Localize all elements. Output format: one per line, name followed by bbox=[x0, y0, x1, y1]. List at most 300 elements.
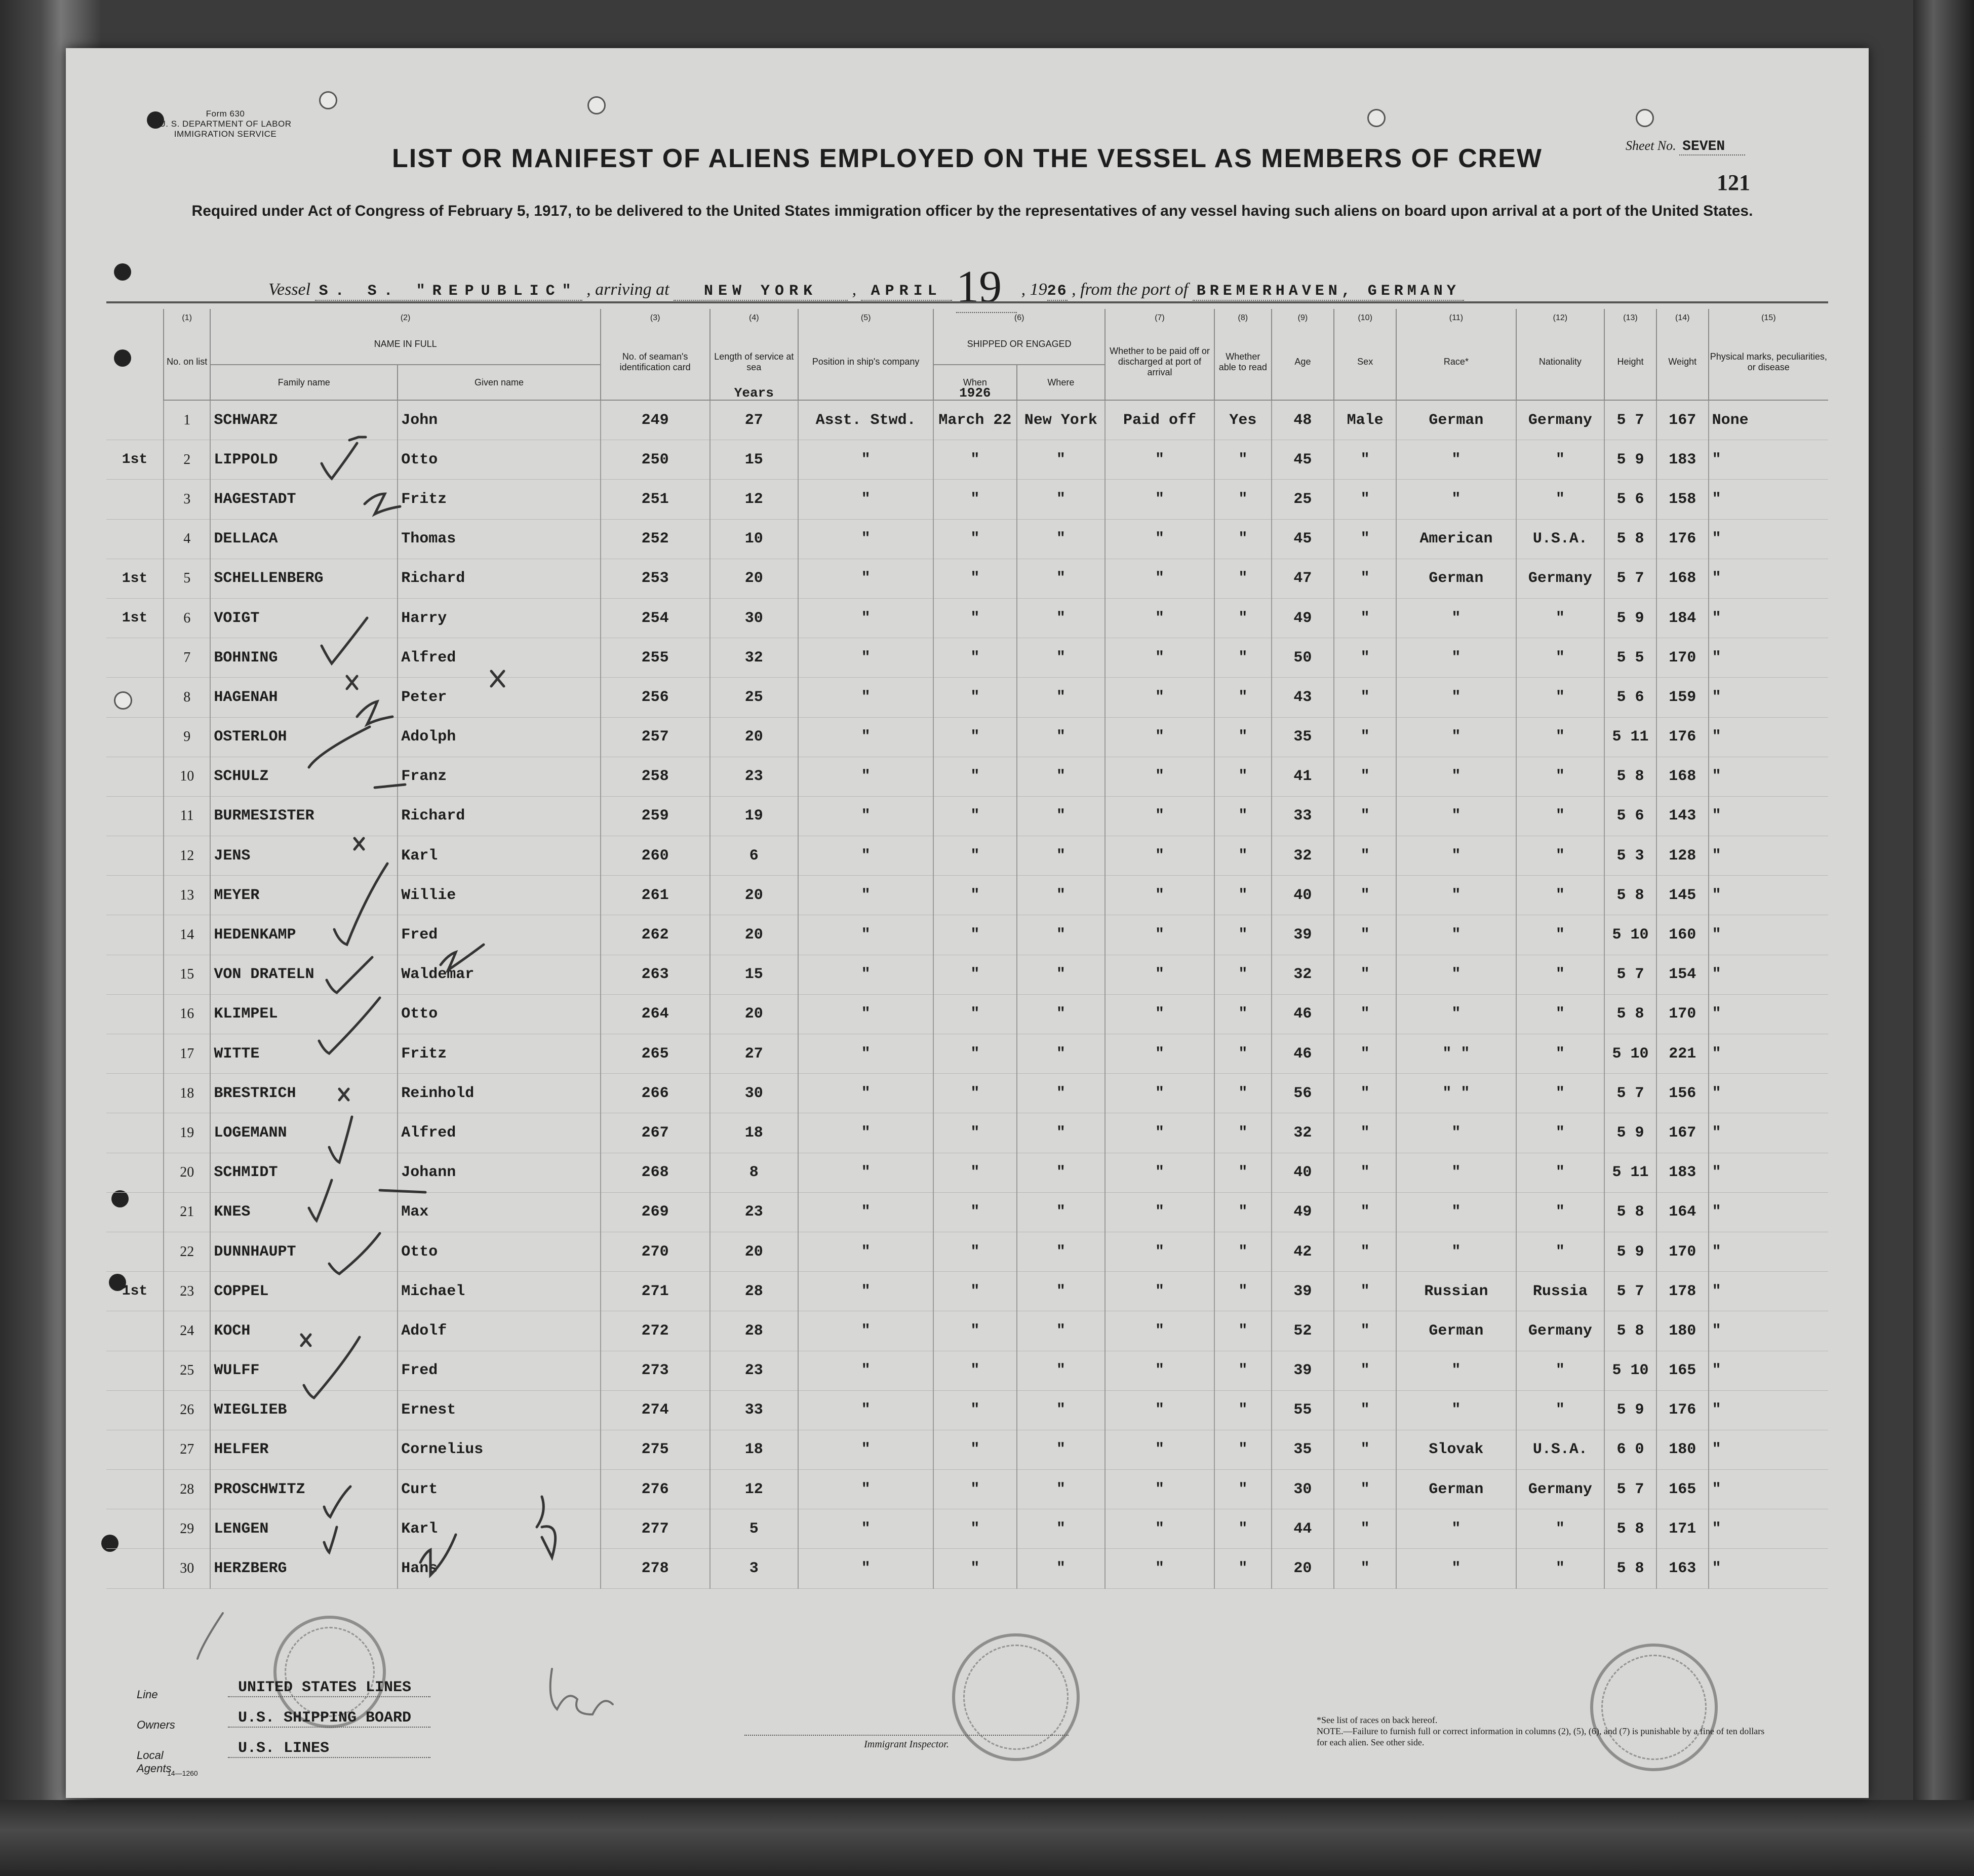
service-years-cell: 12 bbox=[710, 480, 799, 519]
col-number-12: (12) bbox=[1516, 309, 1605, 324]
race-cell: " bbox=[1396, 480, 1516, 519]
height-cell: 5 5 bbox=[1604, 638, 1656, 678]
row-number-cell: 2 bbox=[164, 440, 210, 480]
sex-cell: " bbox=[1334, 955, 1396, 994]
card-number-cell: 266 bbox=[601, 1074, 710, 1113]
height-cell: 5 9 bbox=[1604, 1113, 1656, 1153]
shipped-where-cell: " bbox=[1017, 1351, 1106, 1390]
given-name-cell: Otto bbox=[398, 1232, 601, 1271]
card-number-cell: 262 bbox=[601, 915, 710, 955]
given-name-cell: Fritz bbox=[398, 1034, 601, 1074]
nationality-cell: U.S.A. bbox=[1516, 1430, 1605, 1469]
height-cell: 5 11 bbox=[1604, 1153, 1656, 1192]
service-years-cell: 27 bbox=[710, 1034, 799, 1074]
card-number-cell: 258 bbox=[601, 757, 710, 796]
race-cell: German bbox=[1396, 1311, 1516, 1351]
age-cell: 42 bbox=[1272, 1232, 1334, 1271]
race-cell: " bbox=[1396, 796, 1516, 836]
row-number-cell: 19 bbox=[164, 1113, 210, 1153]
row-number-cell: 4 bbox=[164, 519, 210, 559]
physical-marks-cell: " bbox=[1709, 876, 1828, 915]
cross-mark-icon bbox=[491, 671, 504, 686]
race-note: *See list of races on back hereof. bbox=[1317, 1715, 1438, 1725]
race-cell: " bbox=[1396, 678, 1516, 717]
paid-off-cell: " bbox=[1105, 1470, 1214, 1509]
able-to-read-cell: " bbox=[1214, 1153, 1272, 1192]
shipped-where-cell: " bbox=[1017, 1430, 1106, 1469]
position-cell: " bbox=[798, 1509, 933, 1549]
age-cell: 45 bbox=[1272, 440, 1334, 480]
row-number-cell: 5 bbox=[164, 559, 210, 598]
nationality-cell: " bbox=[1516, 1113, 1605, 1153]
nationality-cell: Germany bbox=[1516, 1311, 1605, 1351]
shipped-when-cell: " bbox=[933, 1390, 1016, 1430]
arrival-day: 19 bbox=[956, 262, 1017, 313]
row-number-cell: 8 bbox=[164, 678, 210, 717]
sex-cell: " bbox=[1334, 994, 1396, 1034]
age-cell: 30 bbox=[1272, 1470, 1334, 1509]
height-cell: 5 8 bbox=[1604, 757, 1656, 796]
physical-marks-cell: " bbox=[1709, 1509, 1828, 1549]
col-number-2: (2) bbox=[210, 309, 600, 324]
row-number-cell: 25 bbox=[164, 1351, 210, 1390]
able-to-read-cell: " bbox=[1214, 955, 1272, 994]
weight-cell: 176 bbox=[1656, 519, 1709, 559]
card-number-cell: 278 bbox=[601, 1549, 710, 1588]
paid-off-cell: " bbox=[1105, 1351, 1214, 1390]
family-name-cell: HEDENKAMP bbox=[210, 915, 398, 955]
check-mark-icon bbox=[324, 1527, 337, 1552]
sex-cell: " bbox=[1334, 480, 1396, 519]
paid-off-cell: " bbox=[1105, 1113, 1214, 1153]
race-cell: " bbox=[1396, 1232, 1516, 1271]
race-cell: " bbox=[1396, 1509, 1516, 1549]
age-cell: 49 bbox=[1272, 598, 1334, 638]
age-cell: 35 bbox=[1272, 1430, 1334, 1469]
shipped-where-cell: " bbox=[1017, 1192, 1106, 1232]
service-years-cell: 18 bbox=[710, 1113, 799, 1153]
nationality-cell: " bbox=[1516, 638, 1605, 678]
able-to-read-cell: " bbox=[1214, 1192, 1272, 1232]
shipped-when-cell: " bbox=[933, 559, 1016, 598]
given-name-cell: Harry bbox=[398, 598, 601, 638]
position-cell: " bbox=[798, 1074, 933, 1113]
shipped-when-cell: " bbox=[933, 1232, 1016, 1271]
weight-cell: 165 bbox=[1656, 1351, 1709, 1390]
family-name-cell: SCHELLENBERG bbox=[210, 559, 398, 598]
header-no-on-list: No. on list bbox=[164, 324, 210, 400]
paid-off-cell: " bbox=[1105, 678, 1214, 717]
position-cell: " bbox=[798, 1430, 933, 1469]
header-nationality: Nationality bbox=[1516, 324, 1605, 400]
col-number-6: (6) bbox=[933, 309, 1105, 324]
age-cell: 32 bbox=[1272, 955, 1334, 994]
check-mark-icon bbox=[329, 1117, 352, 1162]
header-weight: Weight bbox=[1656, 324, 1709, 400]
weight-cell: 184 bbox=[1656, 598, 1709, 638]
physical-marks-cell: " bbox=[1709, 1153, 1828, 1192]
weight-cell: 176 bbox=[1656, 1390, 1709, 1430]
nationality-cell: " bbox=[1516, 836, 1605, 876]
service-years-cell: 10 bbox=[710, 519, 799, 559]
height-cell: 5 6 bbox=[1604, 480, 1656, 519]
paid-off-cell: " bbox=[1105, 1549, 1214, 1588]
position-cell: " bbox=[798, 559, 933, 598]
row-number-cell: 24 bbox=[164, 1311, 210, 1351]
shipped-where-cell: " bbox=[1017, 1034, 1106, 1074]
paid-off-cell: " bbox=[1105, 1311, 1214, 1351]
weight-cell: 170 bbox=[1656, 994, 1709, 1034]
given-name-cell: Fred bbox=[398, 915, 601, 955]
row-number-cell: 29 bbox=[164, 1509, 210, 1549]
weight-cell: 163 bbox=[1656, 1549, 1709, 1588]
shipped-where-cell: " bbox=[1017, 559, 1106, 598]
shipped-when-cell: " bbox=[933, 876, 1016, 915]
col-number-8: (8) bbox=[1214, 309, 1272, 324]
position-cell: " bbox=[798, 955, 933, 994]
sheet-label: Sheet No. bbox=[1626, 138, 1676, 153]
family-name-cell: PROSCHWITZ bbox=[210, 1470, 398, 1509]
card-number-cell: 252 bbox=[601, 519, 710, 559]
age-cell: 32 bbox=[1272, 836, 1334, 876]
check-mark-icon bbox=[319, 998, 380, 1053]
weight-cell: 165 bbox=[1656, 1470, 1709, 1509]
physical-marks-cell: " bbox=[1709, 1390, 1828, 1430]
weight-cell: 221 bbox=[1656, 1034, 1709, 1074]
service-years-cell: 32 bbox=[710, 638, 799, 678]
weight-cell: 167 bbox=[1656, 400, 1709, 440]
race-cell: " bbox=[1396, 757, 1516, 796]
shipped-when-cell: " bbox=[933, 1549, 1016, 1588]
sex-cell: " bbox=[1334, 1153, 1396, 1192]
shipped-when-cell: " bbox=[933, 480, 1016, 519]
weight-cell: 180 bbox=[1656, 1430, 1709, 1469]
shipped-where-cell: " bbox=[1017, 1390, 1106, 1430]
nationality-cell: Germany bbox=[1516, 1470, 1605, 1509]
position-cell: " bbox=[798, 1549, 933, 1588]
owners-label: Owners bbox=[137, 1718, 175, 1731]
physical-marks-cell: " bbox=[1709, 519, 1828, 559]
service-years-cell: 27 Years bbox=[710, 400, 799, 440]
nationality-cell: " bbox=[1516, 480, 1605, 519]
nationality-cell: " bbox=[1516, 1153, 1605, 1192]
paid-off-cell: " bbox=[1105, 1074, 1214, 1113]
paid-off-cell: " bbox=[1105, 1272, 1214, 1311]
sex-cell: " bbox=[1334, 1272, 1396, 1311]
age-cell: 40 bbox=[1272, 1153, 1334, 1192]
weight-cell: 156 bbox=[1656, 1074, 1709, 1113]
age-cell: 49 bbox=[1272, 1192, 1334, 1232]
age-cell: 39 bbox=[1272, 1272, 1334, 1311]
row-number-cell: 18 bbox=[164, 1074, 210, 1113]
shipped-where-cell: " bbox=[1017, 598, 1106, 638]
card-number-cell: 268 bbox=[601, 1153, 710, 1192]
age-cell: 46 bbox=[1272, 1034, 1334, 1074]
weight-cell: 183 bbox=[1656, 440, 1709, 480]
shipped-where-cell: " bbox=[1017, 757, 1106, 796]
shipped-where-cell: " bbox=[1017, 1113, 1106, 1153]
given-name-cell: Richard bbox=[398, 796, 601, 836]
form-department: U. S. DEPARTMENT OF LABOR bbox=[159, 119, 292, 129]
shipped-where-cell: " bbox=[1017, 876, 1106, 915]
position-cell: " bbox=[798, 1351, 933, 1390]
paid-off-cell: " bbox=[1105, 1034, 1214, 1074]
physical-marks-cell: " bbox=[1709, 796, 1828, 836]
height-cell: 5 7 bbox=[1604, 1272, 1656, 1311]
paid-off-cell: " bbox=[1105, 915, 1214, 955]
position-cell: " bbox=[798, 1272, 933, 1311]
class-mark-cell: 1st bbox=[106, 1272, 164, 1311]
nationality-cell: " bbox=[1516, 1390, 1605, 1430]
height-cell: 5 7 bbox=[1604, 955, 1656, 994]
shipped-when-cell: " bbox=[933, 440, 1016, 480]
weight-cell: 180 bbox=[1656, 1311, 1709, 1351]
arrival-month: APRIL bbox=[861, 283, 952, 301]
family-name-cell: LENGEN bbox=[210, 1509, 398, 1549]
service-years-cell: 15 bbox=[710, 440, 799, 480]
paid-off-cell: " bbox=[1105, 1509, 1214, 1549]
race-cell: " bbox=[1396, 1351, 1516, 1390]
given-name-cell: Otto bbox=[398, 994, 601, 1034]
shipped-where-cell: " bbox=[1017, 915, 1106, 955]
col-number-10: (10) bbox=[1334, 309, 1396, 324]
age-cell: 25 bbox=[1272, 480, 1334, 519]
sex-cell: " bbox=[1334, 1351, 1396, 1390]
family-name-cell: KOCH bbox=[210, 1311, 398, 1351]
paid-off-cell: " bbox=[1105, 757, 1214, 796]
height-cell: 5 8 bbox=[1604, 1549, 1656, 1588]
line-value: UNITED STATES LINES bbox=[228, 1679, 430, 1697]
departure-port: BREMERHAVEN, GERMANY bbox=[1193, 283, 1464, 301]
given-name-cell: Michael bbox=[398, 1272, 601, 1311]
service-years-cell: 8 bbox=[710, 1153, 799, 1192]
sex-cell: " bbox=[1334, 796, 1396, 836]
sex-cell: " bbox=[1334, 1430, 1396, 1469]
header-family-name: Family name bbox=[210, 365, 398, 400]
position-cell: " bbox=[798, 836, 933, 876]
race-cell: " bbox=[1396, 1390, 1516, 1430]
row-number-cell: 6 bbox=[164, 598, 210, 638]
row-number-cell: 28 bbox=[164, 1470, 210, 1509]
physical-marks-cell: " bbox=[1709, 1034, 1828, 1074]
height-cell: 5 7 bbox=[1604, 1470, 1656, 1509]
col-number-3: (3) bbox=[601, 309, 710, 324]
given-name-cell: Cornelius bbox=[398, 1430, 601, 1469]
race-cell: " bbox=[1396, 915, 1516, 955]
shipped-when-cell: " bbox=[933, 678, 1016, 717]
shipped-where-cell: " bbox=[1017, 717, 1106, 757]
race-cell: American bbox=[1396, 519, 1516, 559]
form-number: Form 630 bbox=[206, 109, 245, 119]
service-years-cell: 3 bbox=[710, 1549, 799, 1588]
service-years-cell: 23 bbox=[710, 1192, 799, 1232]
class-mark-cell: 1st bbox=[106, 559, 164, 598]
able-to-read-cell: " bbox=[1214, 915, 1272, 955]
header-age: Age bbox=[1272, 324, 1334, 400]
vessel-line: Vessel S. S. "REPUBLIC" , arriving at NEW YORK , APRIL 19 , 1926 , from the port of BREMERHAVEN, GERMANY bbox=[268, 261, 1464, 313]
card-number-cell: 267 bbox=[601, 1113, 710, 1153]
age-cell: 48 bbox=[1272, 400, 1334, 440]
row-number-cell: 16 bbox=[164, 994, 210, 1034]
sex-cell: " bbox=[1334, 1549, 1396, 1588]
shipped-when-cell: March 22 1926 bbox=[933, 400, 1016, 440]
card-number-cell: 257 bbox=[601, 717, 710, 757]
cross-mark-icon bbox=[354, 838, 364, 849]
card-number-cell: 254 bbox=[601, 598, 710, 638]
card-number-cell: 259 bbox=[601, 796, 710, 836]
nationality-cell: " bbox=[1516, 1192, 1605, 1232]
family-name-cell: MEYER bbox=[210, 876, 398, 915]
service-years-cell: 15 bbox=[710, 955, 799, 994]
physical-marks-cell: " bbox=[1709, 757, 1828, 796]
height-cell: 5 7 bbox=[1604, 1074, 1656, 1113]
header-sex: Sex bbox=[1334, 324, 1396, 400]
able-to-read-cell: " bbox=[1214, 796, 1272, 836]
age-cell: 47 bbox=[1272, 559, 1334, 598]
service-years-cell: 20 bbox=[710, 559, 799, 598]
race-cell: " bbox=[1396, 717, 1516, 757]
position-cell: " bbox=[798, 519, 933, 559]
row-number-cell: 9 bbox=[164, 717, 210, 757]
card-number-cell: 271 bbox=[601, 1272, 710, 1311]
paid-off-cell: " bbox=[1105, 440, 1214, 480]
shipped-where-cell: New York bbox=[1017, 400, 1106, 440]
weight-cell: 145 bbox=[1656, 876, 1709, 915]
able-to-read-cell: " bbox=[1214, 1034, 1272, 1074]
able-to-read-cell: " bbox=[1214, 598, 1272, 638]
weight-cell: 170 bbox=[1656, 1232, 1709, 1271]
position-cell: " bbox=[798, 1232, 933, 1271]
card-number-cell: 250 bbox=[601, 440, 710, 480]
paid-off-cell: " bbox=[1105, 1232, 1214, 1271]
given-name-cell: Max bbox=[398, 1192, 601, 1232]
paid-off-cell: " bbox=[1105, 955, 1214, 994]
row-number-cell: 21 bbox=[164, 1192, 210, 1232]
sex-cell: " bbox=[1334, 1311, 1396, 1351]
service-years-cell: 20 bbox=[710, 915, 799, 955]
page-title: LIST OR MANIFEST OF ALIENS EMPLOYED ON THE VESSEL AS MEMBERS OF CREW bbox=[392, 144, 1543, 173]
service-years-cell: 20 bbox=[710, 994, 799, 1034]
nationality-cell: " bbox=[1516, 678, 1605, 717]
given-name-cell: Alfred bbox=[398, 638, 601, 678]
age-cell: 50 bbox=[1272, 638, 1334, 678]
weight-cell: 164 bbox=[1656, 1192, 1709, 1232]
service-years-cell: 33 bbox=[710, 1390, 799, 1430]
col-number-1: (1) bbox=[164, 309, 210, 324]
height-cell: 5 6 bbox=[1604, 678, 1656, 717]
shipped-where-cell: " bbox=[1017, 678, 1106, 717]
physical-marks-cell: " bbox=[1709, 717, 1828, 757]
weight-cell: 171 bbox=[1656, 1509, 1709, 1549]
height-cell: 5 9 bbox=[1604, 1390, 1656, 1430]
family-name-cell: KNES bbox=[210, 1192, 398, 1232]
shipped-when-cell: " bbox=[933, 1113, 1016, 1153]
check-mark-icon bbox=[304, 1337, 360, 1398]
card-number-cell: 274 bbox=[601, 1390, 710, 1430]
paid-off-cell: " bbox=[1105, 1153, 1214, 1192]
shipped-where-cell: " bbox=[1017, 1509, 1106, 1549]
scan-edge-bottom bbox=[0, 1800, 1974, 1876]
paid-off-cell: " bbox=[1105, 876, 1214, 915]
header-height: Height bbox=[1604, 324, 1656, 400]
given-name-cell: John bbox=[398, 400, 601, 440]
shipped-when-cell: " bbox=[933, 1153, 1016, 1192]
service-years-cell: 18 bbox=[710, 1430, 799, 1469]
height-cell: 5 8 bbox=[1604, 519, 1656, 559]
shipped-when-cell: " bbox=[933, 1509, 1016, 1549]
arrival-port: NEW YORK bbox=[674, 283, 848, 301]
col-number-13: (13) bbox=[1604, 309, 1656, 324]
nationality-cell: Germany bbox=[1516, 400, 1605, 440]
nationality-cell: " bbox=[1516, 1034, 1605, 1074]
family-name-cell: HELFER bbox=[210, 1430, 398, 1469]
check-mark-icon bbox=[324, 1487, 350, 1517]
shipped-when-cell: " bbox=[933, 915, 1016, 955]
age-cell: 55 bbox=[1272, 1390, 1334, 1430]
family-name-cell: SCHULZ bbox=[210, 757, 398, 796]
position-cell: " bbox=[798, 1470, 933, 1509]
shipped-where-cell: " bbox=[1017, 1153, 1106, 1192]
family-name-cell: VOIGT bbox=[210, 598, 398, 638]
able-to-read-cell: " bbox=[1214, 1074, 1272, 1113]
service-years-cell: 30 bbox=[710, 1074, 799, 1113]
shipped-when-cell: " bbox=[933, 994, 1016, 1034]
card-number-cell: 275 bbox=[601, 1430, 710, 1469]
weight-cell: 128 bbox=[1656, 836, 1709, 876]
family-name-cell: BURMESISTER bbox=[210, 796, 398, 836]
weight-cell: 183 bbox=[1656, 1153, 1709, 1192]
physical-marks-cell: " bbox=[1709, 915, 1828, 955]
given-name-cell: Karl bbox=[398, 1509, 601, 1549]
age-cell: 43 bbox=[1272, 678, 1334, 717]
check-mark-icon bbox=[329, 1233, 380, 1274]
weight-cell: 159 bbox=[1656, 678, 1709, 717]
weight-cell: 178 bbox=[1656, 1272, 1709, 1311]
sex-cell: " bbox=[1334, 1113, 1396, 1153]
position-cell: " bbox=[798, 796, 933, 836]
position-cell: " bbox=[798, 638, 933, 678]
shipped-when-cell: " bbox=[933, 1430, 1016, 1469]
physical-marks-cell: " bbox=[1709, 1351, 1828, 1390]
cross-mark-icon bbox=[301, 1335, 310, 1346]
nationality-cell: " bbox=[1516, 915, 1605, 955]
family-name-cell: OSTERLOH bbox=[210, 717, 398, 757]
inspector-signature-line: Immigrant Inspector. bbox=[744, 1735, 1069, 1750]
shipped-when-cell: " bbox=[933, 717, 1016, 757]
height-cell: 5 7 bbox=[1604, 559, 1656, 598]
card-number-cell: 251 bbox=[601, 480, 710, 519]
row-number-cell: 7 bbox=[164, 638, 210, 678]
given-name-cell: Karl bbox=[398, 836, 601, 876]
header-shipped: SHIPPED OR ENGAGED bbox=[933, 324, 1105, 365]
service-years-cell: 12 bbox=[710, 1470, 799, 1509]
physical-marks-cell: None bbox=[1709, 400, 1828, 440]
given-name-cell: Reinhold bbox=[398, 1074, 601, 1113]
weight-cell: 170 bbox=[1656, 638, 1709, 678]
given-name-cell: Peter bbox=[398, 678, 601, 717]
form-code: 14—1260 bbox=[167, 1769, 198, 1777]
age-cell: 44 bbox=[1272, 1509, 1334, 1549]
age-cell: 32 bbox=[1272, 1113, 1334, 1153]
position-cell: " bbox=[798, 1311, 933, 1351]
cross-mark-icon bbox=[339, 1089, 348, 1100]
able-to-read-cell: " bbox=[1214, 717, 1272, 757]
class-mark-cell: 1st bbox=[106, 598, 164, 638]
race-cell: Russian bbox=[1396, 1272, 1516, 1311]
family-name-cell: WITTE bbox=[210, 1034, 398, 1074]
shipped-when-cell: " bbox=[933, 796, 1016, 836]
family-name-cell: LOGEMANN bbox=[210, 1113, 398, 1153]
